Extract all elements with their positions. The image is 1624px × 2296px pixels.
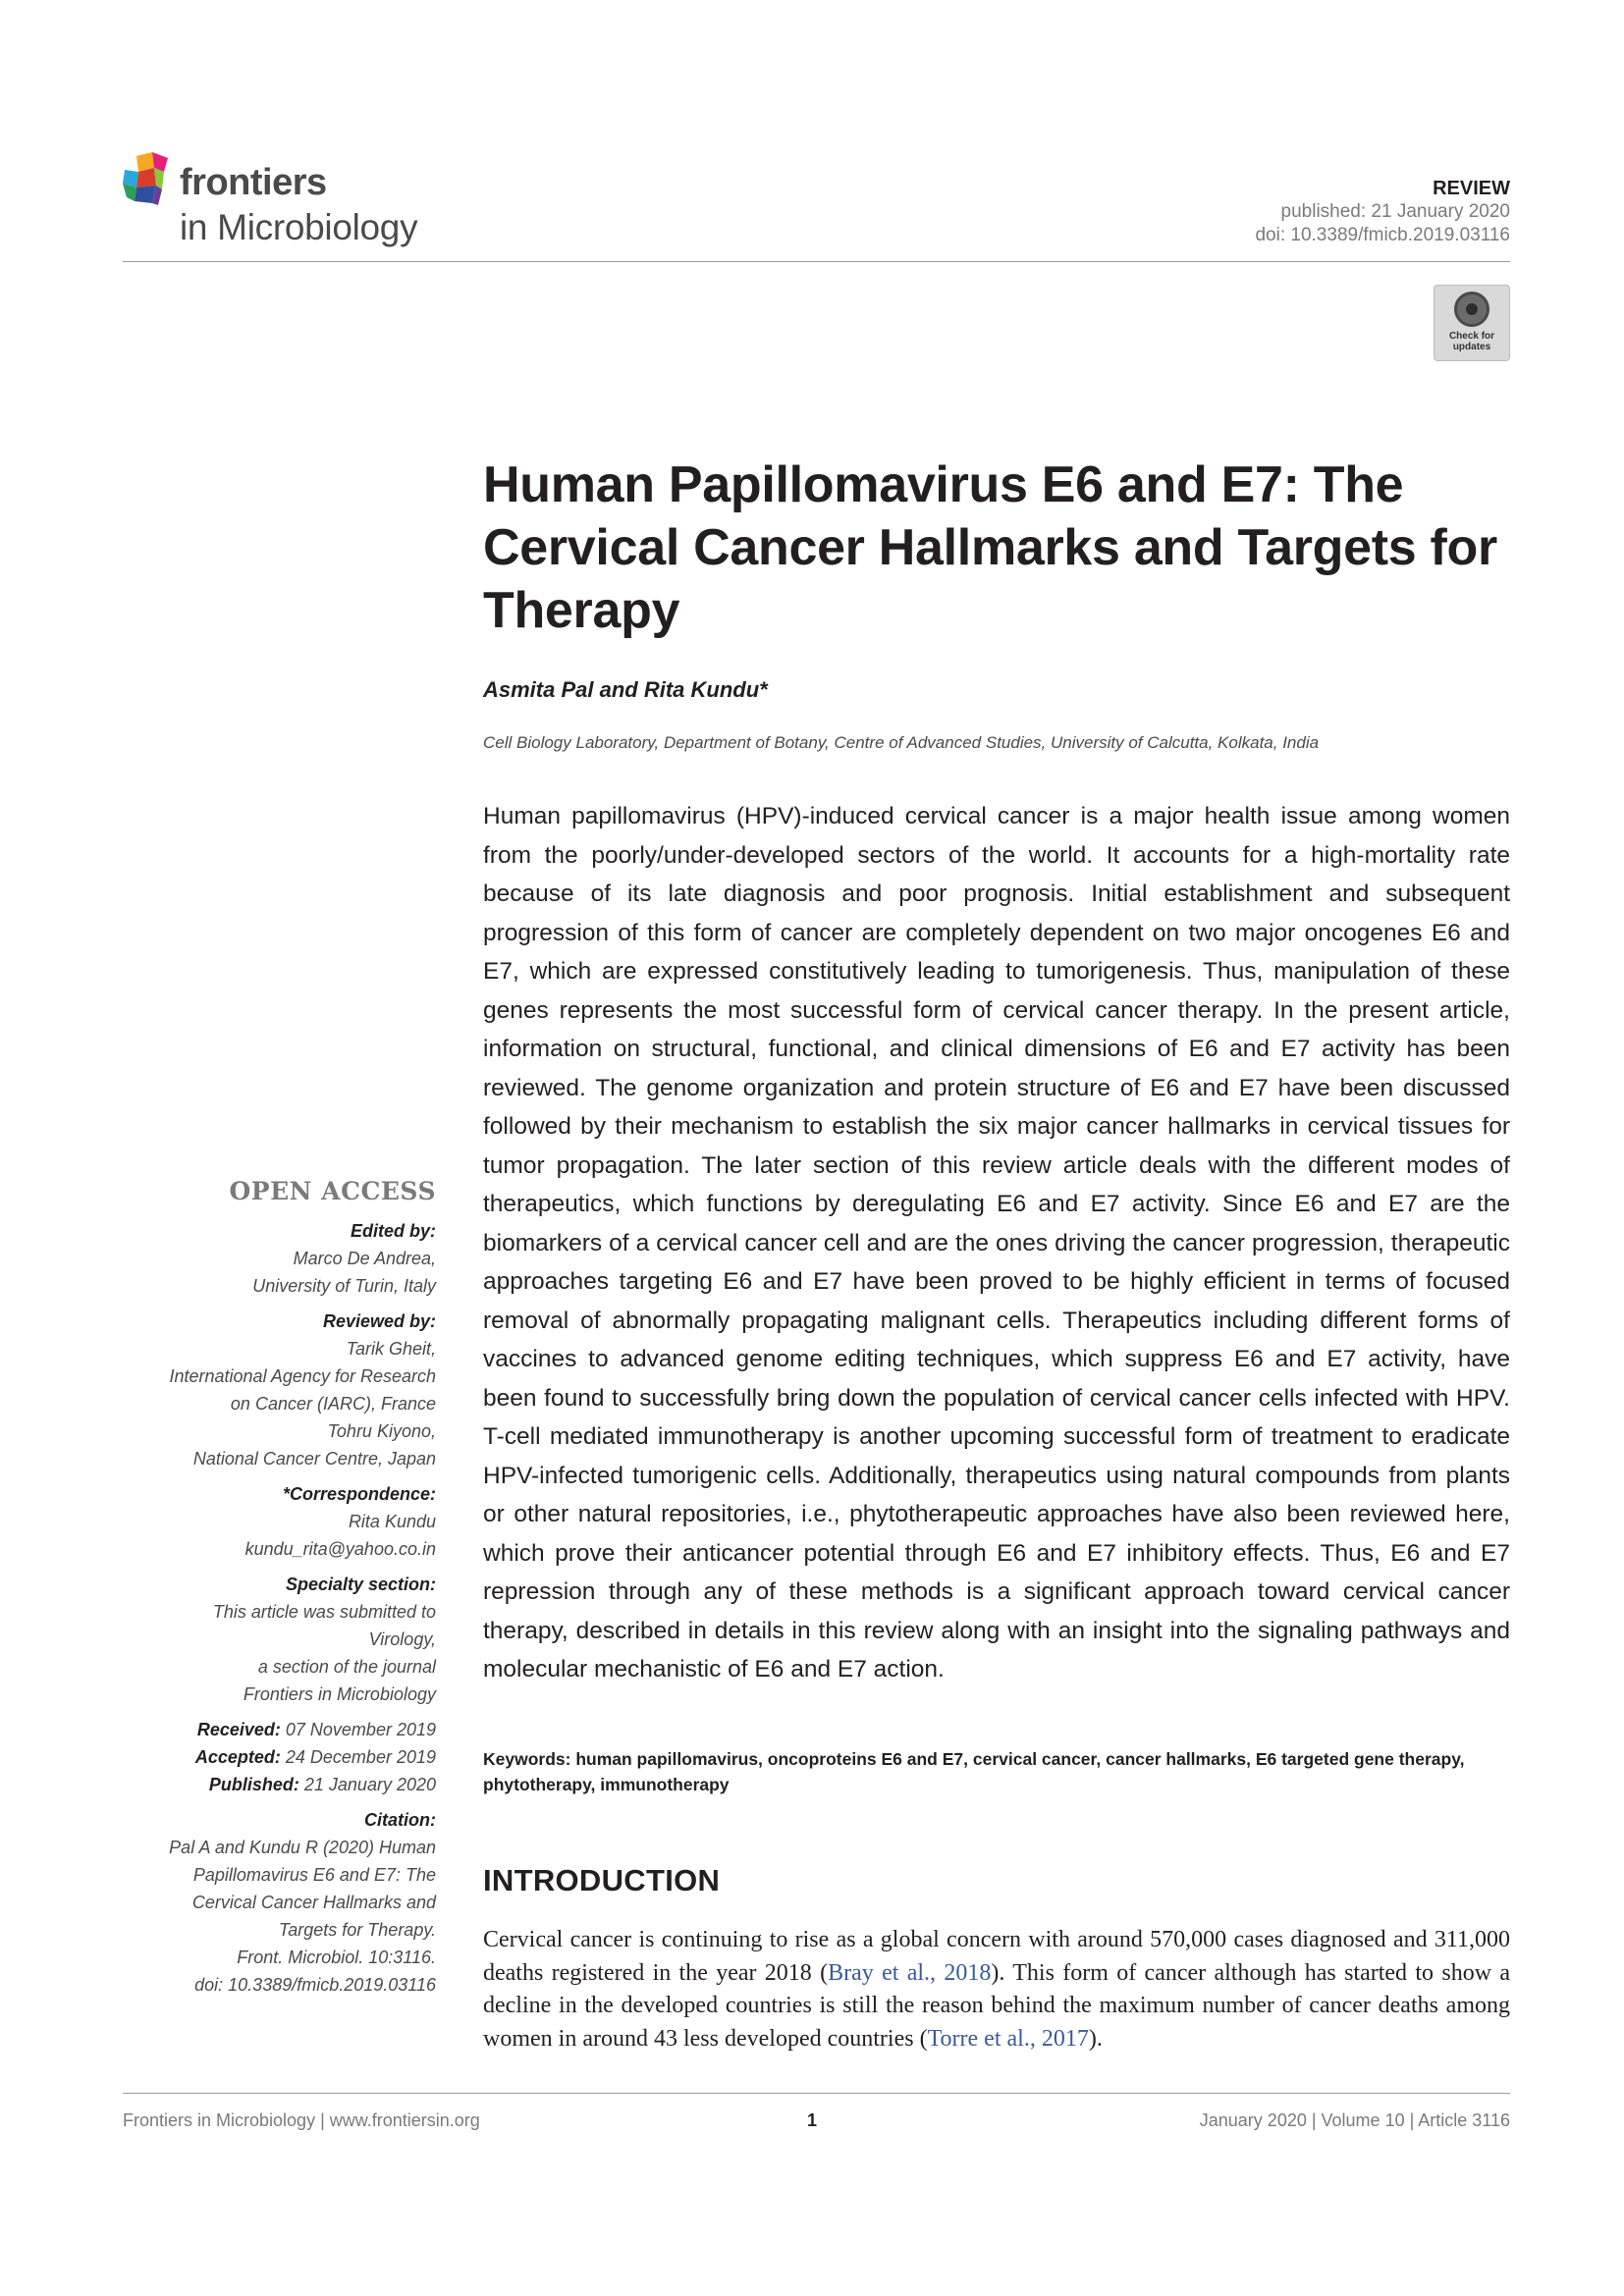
accepted-label: Accepted:	[194, 1747, 281, 1767]
article-title: Human Papillomavirus E6 and E7: The Cervical Cancer Hallmarks and Targets for Therapy	[483, 456, 1497, 639]
specialty-section-block	[102, 1571, 436, 1708]
citation-label: Citation:	[364, 1810, 436, 1830]
reviewer-line: Tarik Gheit,	[346, 1339, 436, 1359]
citation-link[interactable]: Torre et al., 2017	[927, 2025, 1089, 2052]
published-date-sidebar	[102, 1771, 436, 1798]
specialty-line: a section of the journal	[257, 1657, 436, 1677]
dates-block	[102, 1716, 436, 1798]
specialty-line: Virology,	[368, 1629, 436, 1649]
intro-text: ). This form of cancer although has started to show a decline in the developed countries is still the reason behind the maximum number of cancer deaths among women in around 43 less developed countries (	[483, 1959, 1510, 2052]
citation-line: Targets for Therapy.	[278, 1920, 436, 1940]
published-value: 21 January 2020	[298, 1775, 436, 1794]
citation-line: Cervical Cancer Hallmarks and	[191, 1893, 436, 1912]
citation-line: doi: 10.3389/fmicb.2019.03116	[194, 1975, 436, 1995]
specialty-line: Frontiers in Microbiology	[243, 1684, 436, 1704]
correspondence-block	[102, 1480, 436, 1563]
footer-issue-info: January 2020 | Volume 10 | Article 3116	[1199, 2110, 1510, 2130]
received-label: Received:	[196, 1720, 281, 1739]
page-number: 1	[807, 2110, 818, 2130]
reviewer-line: International Agency for Research	[169, 1366, 436, 1386]
correspondence-label: *Correspondence:	[282, 1484, 436, 1504]
footer-divider	[123, 2093, 1510, 2094]
reviewed-by-block	[102, 1308, 436, 1472]
edited-by-label: Edited by:	[350, 1221, 436, 1241]
crossmark-icon	[1454, 292, 1489, 327]
citation-block	[102, 1806, 436, 1999]
intro-text: ).	[1088, 2025, 1103, 2052]
abstract: Human papillomavirus (HPV)-induced cervical cancer is a major health issue among women from the poorly/under-developed sectors of the world. It accounts for a high-mortality rate because of its late diagnosis and poor prognosis. Initial establishment and subsequent progression of this form of cancer are completely dependent on two major oncogenes E6 and E7, which are expressed constitutively leading to tumorigenesis. Thus, manipulation of these genes represents the most successful form of cervical cancer therapy. In the present article, information on structural, functional, and clinical dimensions of E6 and E7 activity has been reviewed. The genome organization and protein structure of E6 and E7 have been discussed followed by their mechanism to establish the six major cancer hallmarks in cervical tissues for tumor propagation. The later section of this review article deals with the different modes of therapeutics, which functions by deregulating E6 and E7 activity. Since E6 and E7 are the biomarkers of a cervical cancer cell and are the ones driving the cancer progression, therapeutic approaches targeting E6 and E7 have been proved to be highly efficient in terms of focused removal of abnormally propagating malignant cells. Therapeutics including different forms of vaccines to advanced genome editing techniques, which suppress E6 and E7 activity, have been found to successfully bring down the population of cervical cancer cells infected with HPV. T-cell mediated immunotherapy is another upcoming successful form of treatment to eradicate HPV-infected tumorigenic cells. Additionally, therapeutics using natural compounds from plants or other natural repositories, i.e., phytotherapeutic approaches have also been reviewed here, which prove their anticancer potential through E6 and E7 inhibitory effects. Thus, E6 and E7 repression through any of these methods is a significant approach toward cervical cancer therapy, described in details in this review along with an insight into the signaling pathways and molecular mechanistic of E6 and E7 action.	[483, 803, 1510, 1682]
article-meta	[1255, 177, 1510, 247]
journal-logo	[123, 152, 457, 250]
editor-line: Marco De Andrea,	[293, 1249, 436, 1268]
sidebar	[102, 1178, 436, 2006]
accepted-date	[102, 1743, 436, 1771]
article-type: REVIEW	[1433, 178, 1510, 199]
published-label: Published:	[208, 1775, 299, 1794]
citation-line: Front. Microbiol. 10:3116.	[237, 1948, 436, 1967]
correspondent-name: Rita Kundu	[348, 1512, 436, 1531]
edited-by-block	[102, 1217, 436, 1300]
intro-text: Cervical cancer is continuing to rise as a global concern with around 570,000 cases diagnosed and 311,000 deaths registered in the year 2018 (	[483, 1927, 1510, 1986]
frontiers-logo-icon	[123, 152, 178, 211]
received-date	[102, 1716, 436, 1743]
reviewer-line: Tohru Kiyono,	[327, 1421, 436, 1441]
reviewer-line: on Cancer (IARC), France	[230, 1394, 436, 1414]
received-value: 07 November 2019	[280, 1720, 436, 1739]
footer-journal-link[interactable]: Frontiers in Microbiology | www.frontiersin.org	[123, 2110, 480, 2130]
affiliation: Cell Biology Laboratory, Department of Botany, Centre of Advanced Studies, University of Calcutta, Kolkata, India	[483, 733, 1320, 752]
accepted-value: 24 December 2019	[280, 1747, 436, 1767]
correspondent-email[interactable]: kundu_rita@yahoo.co.in	[244, 1539, 436, 1559]
specialty-section-label: Specialty section:	[285, 1575, 436, 1594]
specialty-line: This article was submitted to	[212, 1602, 436, 1622]
check-for-updates-button[interactable]	[1434, 285, 1510, 361]
authors: Asmita Pal and Rita Kundu*	[483, 677, 768, 702]
citation-line: Pal A and Kundu R (2020) Human	[169, 1838, 436, 1857]
citation-line: Papillomavirus E6 and E7: The	[192, 1865, 436, 1885]
logo-journal-name: in Microbiology	[180, 207, 418, 247]
published-date: published: 21 January 2020	[1280, 201, 1510, 222]
doi-link[interactable]: doi: 10.3389/fmicb.2019.03116	[1255, 225, 1510, 245]
citation-link[interactable]: Bray et al., 2018	[828, 1959, 992, 1986]
open-access-label: OPEN ACCESS	[229, 1177, 436, 1205]
keywords: Keywords: human papillomavirus, oncoproteins E6 and E7, cervical cancer, cancer hallmarks, E6 targeted gene therapy, phytotherapy, immunotherapy	[483, 1749, 1465, 1794]
reviewer-line: National Cancer Centre, Japan	[192, 1449, 436, 1468]
logo-wordmark: frontiers	[180, 162, 327, 203]
check-updates-label: Check for updates	[1448, 331, 1495, 352]
editor-line: University of Turin, Italy	[252, 1276, 436, 1296]
section-heading-introduction: INTRODUCTION	[483, 1863, 721, 1897]
header-divider	[123, 261, 1510, 262]
introduction-paragraph	[483, 1924, 1510, 2056]
reviewed-by-label: Reviewed by:	[322, 1311, 436, 1331]
